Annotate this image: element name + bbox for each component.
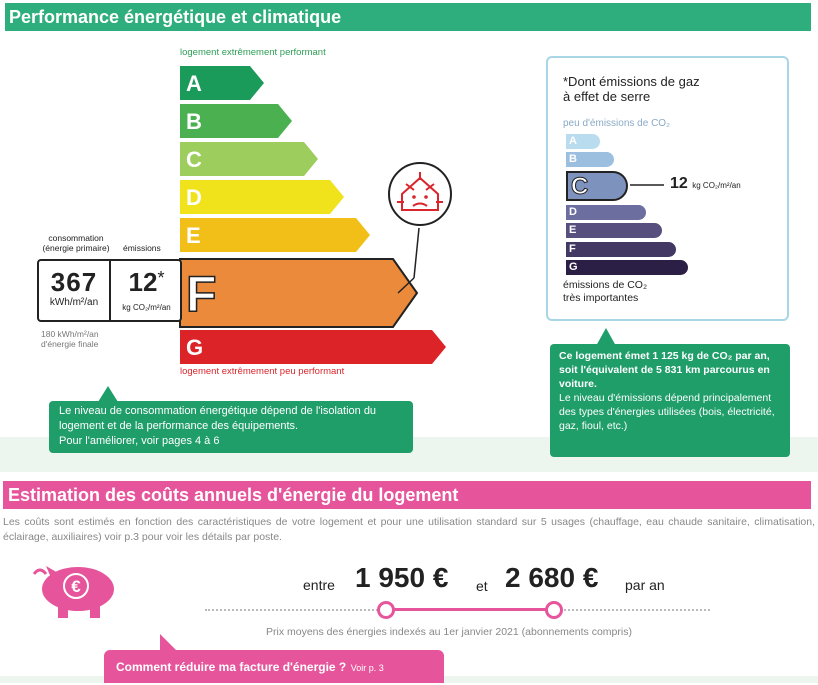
energy-class-e-letter: E — [186, 223, 201, 248]
piggy-bank-icon — [30, 556, 126, 620]
top-performance-label: logement extrêmement performant — [180, 47, 326, 58]
section-title-costs: Estimation des coûts annuels d'énergie du logement — [3, 481, 811, 509]
reduce-bill-button[interactable] — [104, 650, 444, 683]
co2-class-b-bar: B — [566, 152, 614, 167]
co2-value-readout — [670, 175, 741, 193]
cost-low-marker — [377, 601, 395, 619]
energy-class-d-bar — [180, 180, 344, 214]
co2-top-label: peu d'émissions de CO₂ — [563, 118, 670, 129]
cost-range-bar — [385, 608, 553, 611]
emission-unit: kg CO₂/m²/an — [122, 303, 171, 312]
prices-note: Prix moyens des énergies indexés au 1er janvier 2021 (abonnements compris) — [266, 626, 632, 638]
co2-pointer — [628, 178, 668, 192]
energy-class-g-bar — [180, 330, 446, 364]
co2-class-d-bar: D — [566, 205, 646, 220]
house-alert-icon — [384, 160, 464, 300]
emissions-note — [550, 344, 790, 457]
emissions-header: émissions — [123, 243, 161, 253]
reduce-bill-label: Comment réduire ma facture d'énergie ? — [116, 660, 347, 674]
co2-class-f-bar: F — [566, 242, 676, 257]
and-label: et — [476, 578, 488, 594]
consumption-note — [49, 401, 413, 453]
ghg-note: *Dont émissions de gaz à effet de serre — [563, 74, 700, 104]
consumption-unit: kWh/m²/an — [49, 297, 99, 308]
svg-text:€: € — [71, 577, 81, 596]
energy-class-a-letter: A — [186, 71, 202, 96]
cost-low: 1 950 € — [355, 562, 449, 593]
energy-class-f-letter: F — [186, 266, 217, 322]
emission-value: 12 — [128, 267, 158, 297]
final-energy-label: 180 kWh/m²/an d'énergie finale — [41, 329, 99, 349]
consumption-value: 367 — [50, 267, 98, 297]
co2-class-e-bar: E — [566, 223, 662, 238]
consumption-cell — [39, 261, 111, 320]
section-title-performance: Performance énergétique et climatique — [5, 3, 811, 31]
reduce-bill-ref: Voir p. 3 — [350, 663, 384, 673]
emissions-note-bold: Ce logement émet 1 125 kg de CO₂ par an, soit l'équivalent de 5 831 km parcourus en voiture. — [559, 350, 770, 390]
cost-high-marker — [545, 601, 563, 619]
cost-high: 2 680 € — [505, 562, 599, 593]
per-year-label: par an — [625, 577, 665, 593]
left-note-tail — [96, 386, 120, 402]
emission-cell — [113, 261, 180, 320]
energy-class-d-letter: D — [186, 185, 202, 210]
co2-unit: kg CO₂/m²/an — [692, 181, 741, 190]
co2-class-g-bar: G — [566, 260, 688, 275]
co2-class-c-bar: C — [566, 171, 628, 201]
co2-class-a-bar: A — [566, 134, 600, 149]
energy-class-g-letter: G — [186, 335, 204, 360]
between-label: entre — [303, 577, 335, 593]
consumption-header: consommation (énergie primaire) — [42, 233, 110, 253]
energy-class-e-bar — [180, 218, 370, 252]
bottom-performance-label: logement extrêmement peu performant — [180, 366, 345, 377]
consumption-note-text: Le niveau de consommation énergétique dépend de l'isolation du logement et de la performance des équipements. Pour l'améliorer, voir pages 4 à 6 — [59, 405, 377, 447]
energy-class-b-letter: B — [186, 109, 202, 134]
costs-intro: Les coûts sont estimés en fonction des caractéristiques de votre logement et pour une utilisation standard sur 5 usages (chauffage, eau chaude sanitaire, climatisation, éclairage, auxiliaires) voir p.3 pour voir les détails par poste. — [3, 516, 815, 543]
co2-value: 12 — [670, 175, 688, 192]
emission-star: * — [157, 268, 165, 288]
co2-bottom-label: émissions de CO₂ très importantes — [563, 279, 648, 304]
emissions-note-text: Le niveau d'émissions dépend principalement des types d'énergies utilisées (bois, électricité, gaz, fioul, etc.) — [559, 392, 775, 432]
energy-class-c-letter: C — [186, 147, 202, 172]
